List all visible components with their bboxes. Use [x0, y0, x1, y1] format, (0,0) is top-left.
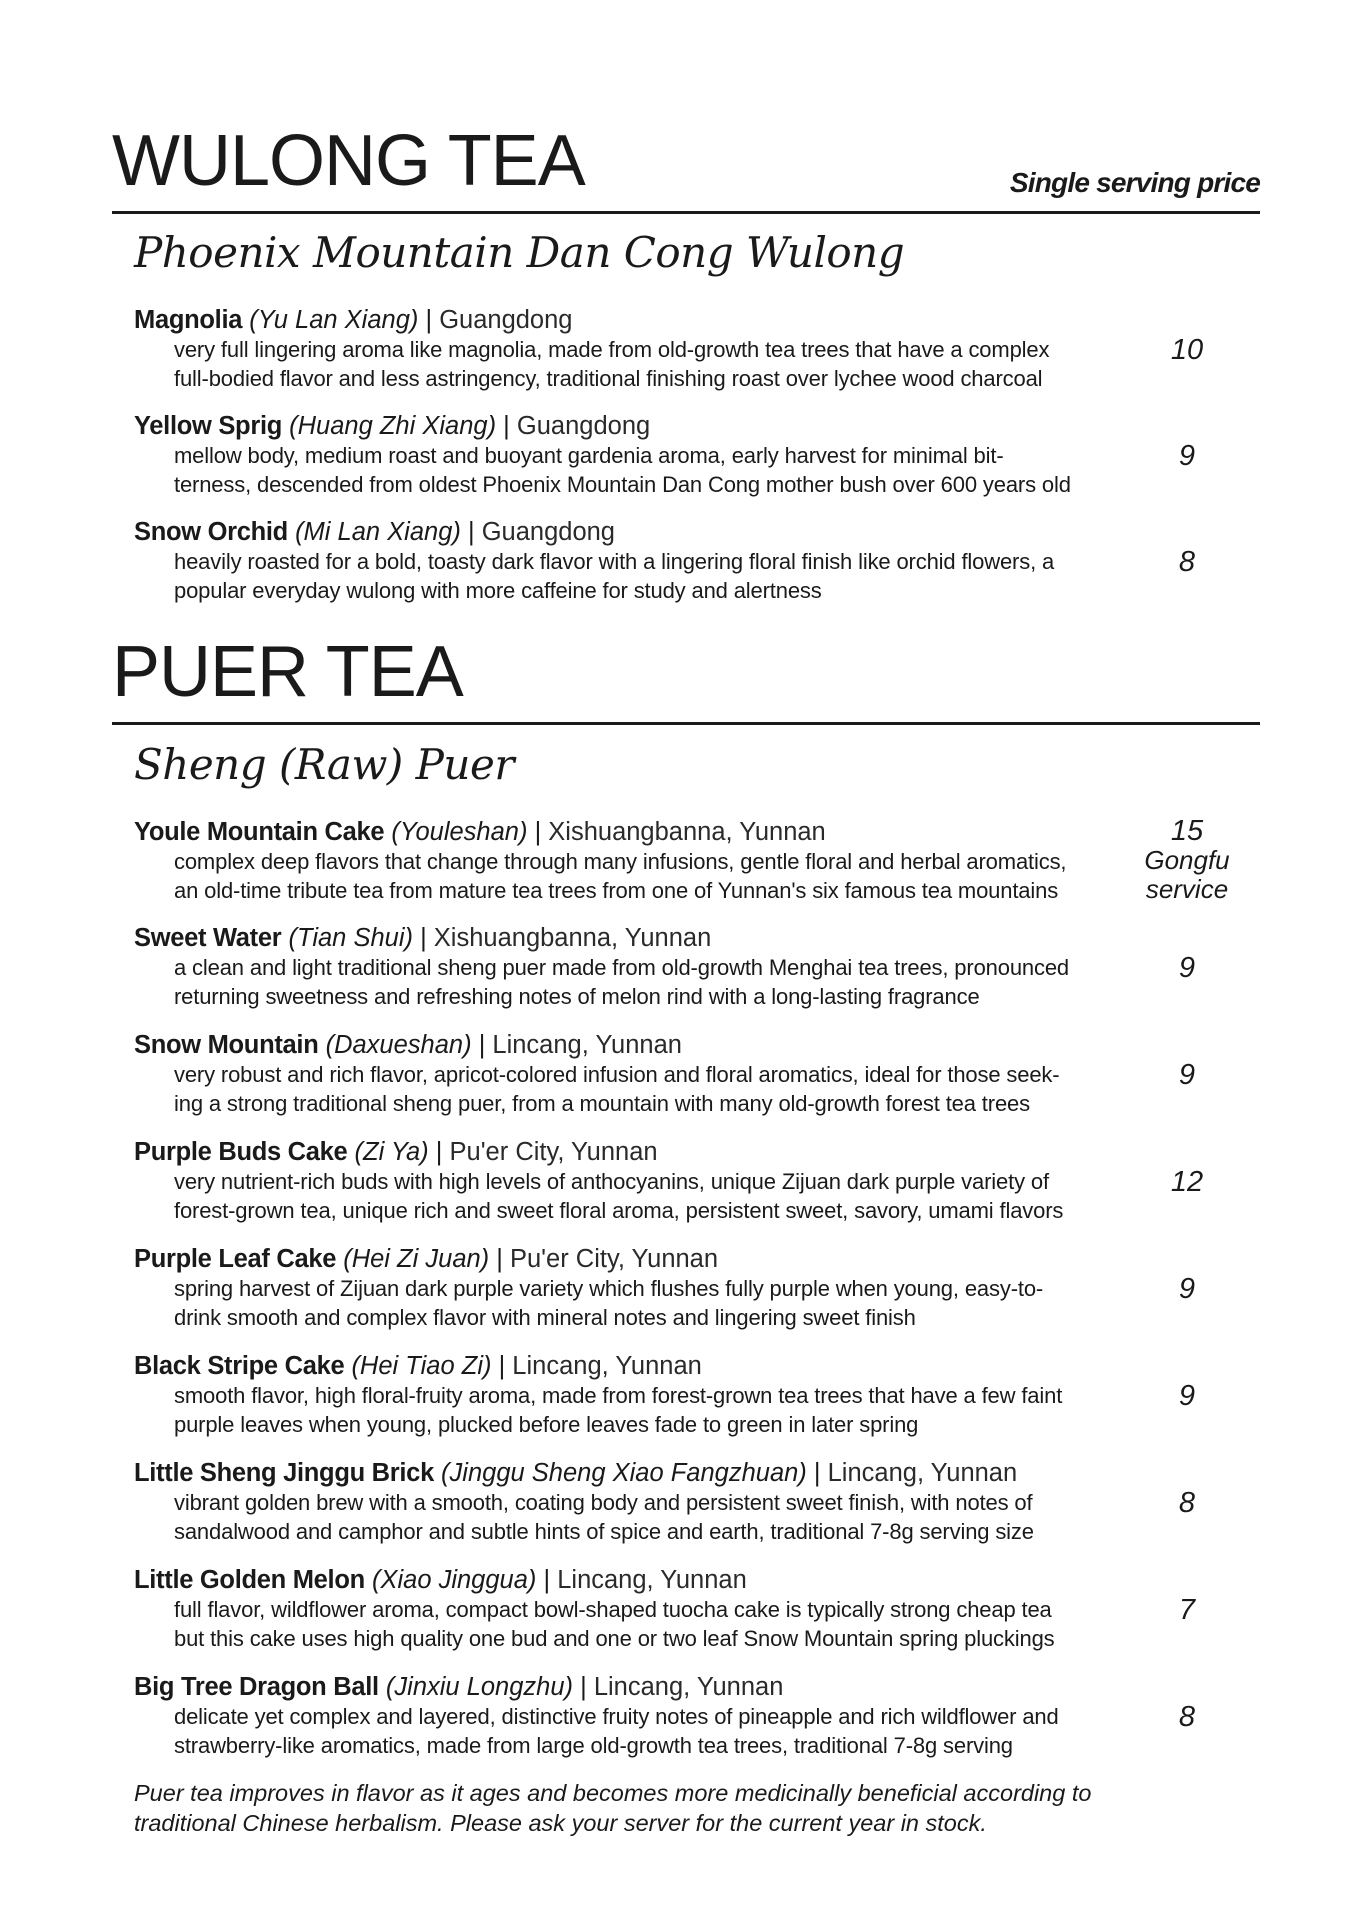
item-description-line: forest-grown tea, unique rich and sweet floral aroma, persistent sweet, savory, umami flavors: [174, 1198, 1064, 1223]
item-description-line: but this cake uses high quality one bud and one or two leaf Snow Mountain spring pluckings: [174, 1626, 1055, 1651]
item-description-line: popular everyday wulong with more caffeine for study and alertness: [174, 578, 822, 603]
item-alt-name: (Jinggu Sheng Xiao Fangzhuan): [441, 1459, 807, 1487]
item-alt-name: (Hei Zi Juan): [343, 1245, 490, 1273]
item-price: 9: [1178, 952, 1196, 984]
item-title: [134, 1351, 1260, 1381]
item-description: [174, 1060, 1134, 1118]
item-description: [174, 1595, 1134, 1653]
item-origin: Lincang, Yunnan: [557, 1566, 747, 1594]
item-description-line: mellow body, medium roast and buoyant gardenia aroma, early harvest for minimal bit-: [174, 443, 1004, 468]
menu-item: [134, 1030, 1260, 1118]
item-description-line: smooth flavor, high floral-fruity aroma, made from forest-grown tea trees that have a few faint: [174, 1383, 1063, 1408]
item-origin: Lincang, Yunnan: [512, 1352, 702, 1380]
puer-section-header: [112, 620, 1260, 725]
item-description-line: full flavor, wildflower aroma, compact bowl-shaped tuocha cake is typically strong cheap tea: [174, 1597, 1052, 1622]
item-name: Magnolia: [134, 306, 243, 334]
item-description-line: terness, descended from oldest Phoenix Mountain Dan Cong mother bush over 600 years old: [174, 472, 1071, 497]
item-description: [174, 1381, 1134, 1439]
item-alt-name: (Zi Ya): [354, 1138, 429, 1166]
item-description-line: spring harvest of Zijuan dark purple variety which flushes fully purple when young, easy-to-: [174, 1276, 1044, 1301]
item-title: [134, 1244, 1260, 1274]
menu-item: [134, 817, 1260, 905]
puer-footnote: [134, 1778, 1194, 1838]
item-price: 8: [1178, 1701, 1196, 1733]
menu-item: [134, 1565, 1260, 1653]
item-origin: Pu'er City, Yunnan: [449, 1138, 658, 1166]
item-alt-name: (Youleshan): [391, 818, 528, 846]
item-separator: |: [543, 1566, 551, 1594]
item-separator: |: [534, 818, 542, 846]
item-origin: Guangdong: [439, 306, 573, 334]
menu-item: [134, 305, 1260, 393]
item-description-line: ing a strong traditional sheng puer, from a mountain with many old-growth forest tea trees: [174, 1091, 1030, 1116]
item-title: [134, 1030, 1260, 1060]
menu-item: [134, 923, 1260, 1011]
item-price: 9: [1178, 1273, 1196, 1305]
item-alt-name: (Tian Shui): [288, 924, 413, 952]
item-name: Little Golden Melon: [134, 1566, 365, 1594]
item-description: [174, 953, 1134, 1011]
item-name: Yellow Sprig: [134, 412, 283, 440]
item-separator: |: [580, 1673, 587, 1701]
item-description: [174, 441, 1134, 499]
item-title: [134, 1672, 1260, 1702]
item-description: [174, 847, 1134, 905]
item-name: Purple Leaf Cake: [134, 1245, 337, 1273]
item-description: [174, 1702, 1134, 1760]
wulong-section-header: [112, 110, 1260, 214]
item-separator: |: [503, 412, 510, 440]
item-price-note: Gongfu: [1144, 845, 1230, 875]
item-separator: |: [496, 1245, 503, 1273]
item-alt-name: (Jinxiu Longzhu): [385, 1673, 574, 1701]
item-price-note: service: [1145, 874, 1229, 904]
item-separator: |: [467, 518, 475, 546]
item-name: Snow Orchid: [134, 518, 288, 546]
item-price: 9: [1178, 1380, 1196, 1412]
item-title: [134, 517, 1260, 547]
item-separator: |: [425, 306, 433, 334]
item-title: [134, 817, 1260, 847]
item-description: [174, 335, 1134, 393]
item-separator: |: [498, 1352, 506, 1380]
item-origin: Guangdong: [481, 518, 615, 546]
item-description-line: delicate yet complex and layered, distinctive fruity notes of pineapple and rich wildflower and: [174, 1704, 1059, 1729]
item-name: Sweet Water: [134, 924, 282, 952]
item-description-line: purple leaves when young, plucked before leaves fade to green in later spring: [174, 1412, 919, 1437]
item-price: 8: [1178, 546, 1196, 578]
menu-item: [134, 411, 1260, 499]
item-separator: |: [813, 1459, 821, 1487]
item-title: [134, 1137, 1260, 1167]
item-alt-name: (Hei Tiao Zi): [351, 1352, 492, 1380]
item-description-line: very full lingering aroma like magnolia, made from old-growth tea trees that have a complex: [174, 337, 1050, 362]
item-alt-name: (Yu Lan Xiang): [249, 306, 419, 334]
item-origin: Pu'er City, Yunnan: [509, 1245, 719, 1273]
footnote-line: Puer tea improves in flavor as it ages and becomes more medicinally beneficial according to: [134, 1780, 1092, 1806]
menu-item: [134, 517, 1260, 605]
item-name: Black Stripe Cake: [134, 1352, 345, 1380]
item-title: [134, 411, 1260, 441]
item-description: [174, 547, 1134, 605]
item-description: [174, 1167, 1134, 1225]
menu-item: [134, 1137, 1260, 1225]
item-description-line: heavily roasted for a bold, toasty dark flavor with a lingering floral finish like orchid flowers, a: [174, 549, 1055, 574]
item-origin: Lincang, Yunnan: [827, 1459, 1018, 1487]
item-description-line: very nutrient-rich buds with high levels of anthocyanins, unique Zijuan dark purple variety of: [174, 1169, 1049, 1194]
menu-item: [134, 1351, 1260, 1439]
menu-item: [134, 1672, 1260, 1760]
puer-subsection-title: Sheng (Raw) Puer: [134, 740, 514, 789]
puer-section-title: PUER TEA: [112, 632, 463, 712]
item-price: [1140, 817, 1234, 904]
item-name: Youle Mountain Cake: [134, 818, 385, 846]
item-origin: Guangdong: [516, 412, 651, 440]
item-description: [174, 1488, 1134, 1546]
item-origin: Xishuangbanna, Yunnan: [433, 924, 712, 952]
item-description-line: very robust and rich flavor, apricot-colored infusion and floral aromatics, ideal for those seek-: [174, 1062, 1060, 1087]
item-title: [134, 305, 1260, 335]
item-price: 7: [1178, 1594, 1196, 1626]
item-name: Little Sheng Jinggu Brick: [134, 1459, 434, 1487]
item-origin: Lincang, Yunnan: [492, 1031, 682, 1059]
wulong-section-title: WULONG TEA: [112, 121, 585, 201]
item-separator: |: [435, 1138, 443, 1166]
item-description-line: an old-time tribute tea from mature tea trees from one of Yunnan's six famous tea mountains: [174, 878, 1059, 903]
item-price: 9: [1178, 1059, 1196, 1091]
menu-item: [134, 1458, 1260, 1546]
item-description-line: drink smooth and complex flavor with mineral notes and lingering sweet finish: [174, 1305, 916, 1330]
item-description-line: sandalwood and camphor and subtle hints of spice and earth, traditional 7-8g serving size: [174, 1519, 1034, 1544]
item-title: [134, 1458, 1260, 1488]
item-description-line: vibrant golden brew with a smooth, coating body and persistent sweet finish, with notes of: [174, 1490, 1033, 1515]
item-description-line: a clean and light traditional sheng puer made from old-growth Menghai tea trees, pronounced: [174, 955, 1070, 980]
item-price: 8: [1178, 1487, 1196, 1519]
item-name: Big Tree Dragon Ball: [134, 1673, 379, 1701]
item-price: 10: [1170, 334, 1204, 366]
item-separator: |: [420, 924, 427, 952]
item-description-line: strawberry-like aromatics, made from large old-growth tea trees, traditional 7-8g serving: [174, 1733, 1013, 1758]
item-origin: Lincang, Yunnan: [593, 1673, 784, 1701]
item-alt-name: (Xiao Jinggua): [371, 1566, 537, 1594]
wulong-subsection-title: Phoenix Mountain Dan Cong Wulong: [134, 228, 905, 277]
item-origin: Xishuangbanna, Yunnan: [548, 818, 826, 846]
item-description-line: complex deep flavors that change through many infusions, gentle floral and herbal aromatics,: [174, 849, 1067, 874]
item-title: [134, 923, 1260, 953]
item-name: Purple Buds Cake: [134, 1138, 348, 1166]
item-price: 9: [1178, 440, 1196, 472]
item-title: [134, 1565, 1260, 1595]
price-column-heading: Single serving price: [1009, 167, 1260, 198]
item-description-line: full-bodied flavor and less astringency, traditional finishing roast over lychee wood charcoal: [174, 366, 1043, 391]
item-separator: |: [478, 1031, 486, 1059]
item-alt-name: (Mi Lan Xiang): [295, 518, 461, 546]
item-name: Snow Mountain: [134, 1031, 319, 1059]
item-price-value: 15: [1170, 815, 1204, 847]
item-alt-name: (Daxueshan): [325, 1031, 472, 1059]
item-alt-name: (Huang Zhi Xiang): [289, 412, 497, 440]
footnote-line: traditional Chinese herbalism. Please ask your server for the current year in stock.: [134, 1810, 987, 1836]
menu-item: [134, 1244, 1260, 1332]
item-description-line: returning sweetness and refreshing notes of melon rind with a long-lasting fragrance: [174, 984, 980, 1009]
item-price: 12: [1170, 1166, 1204, 1198]
item-description: [174, 1274, 1134, 1332]
